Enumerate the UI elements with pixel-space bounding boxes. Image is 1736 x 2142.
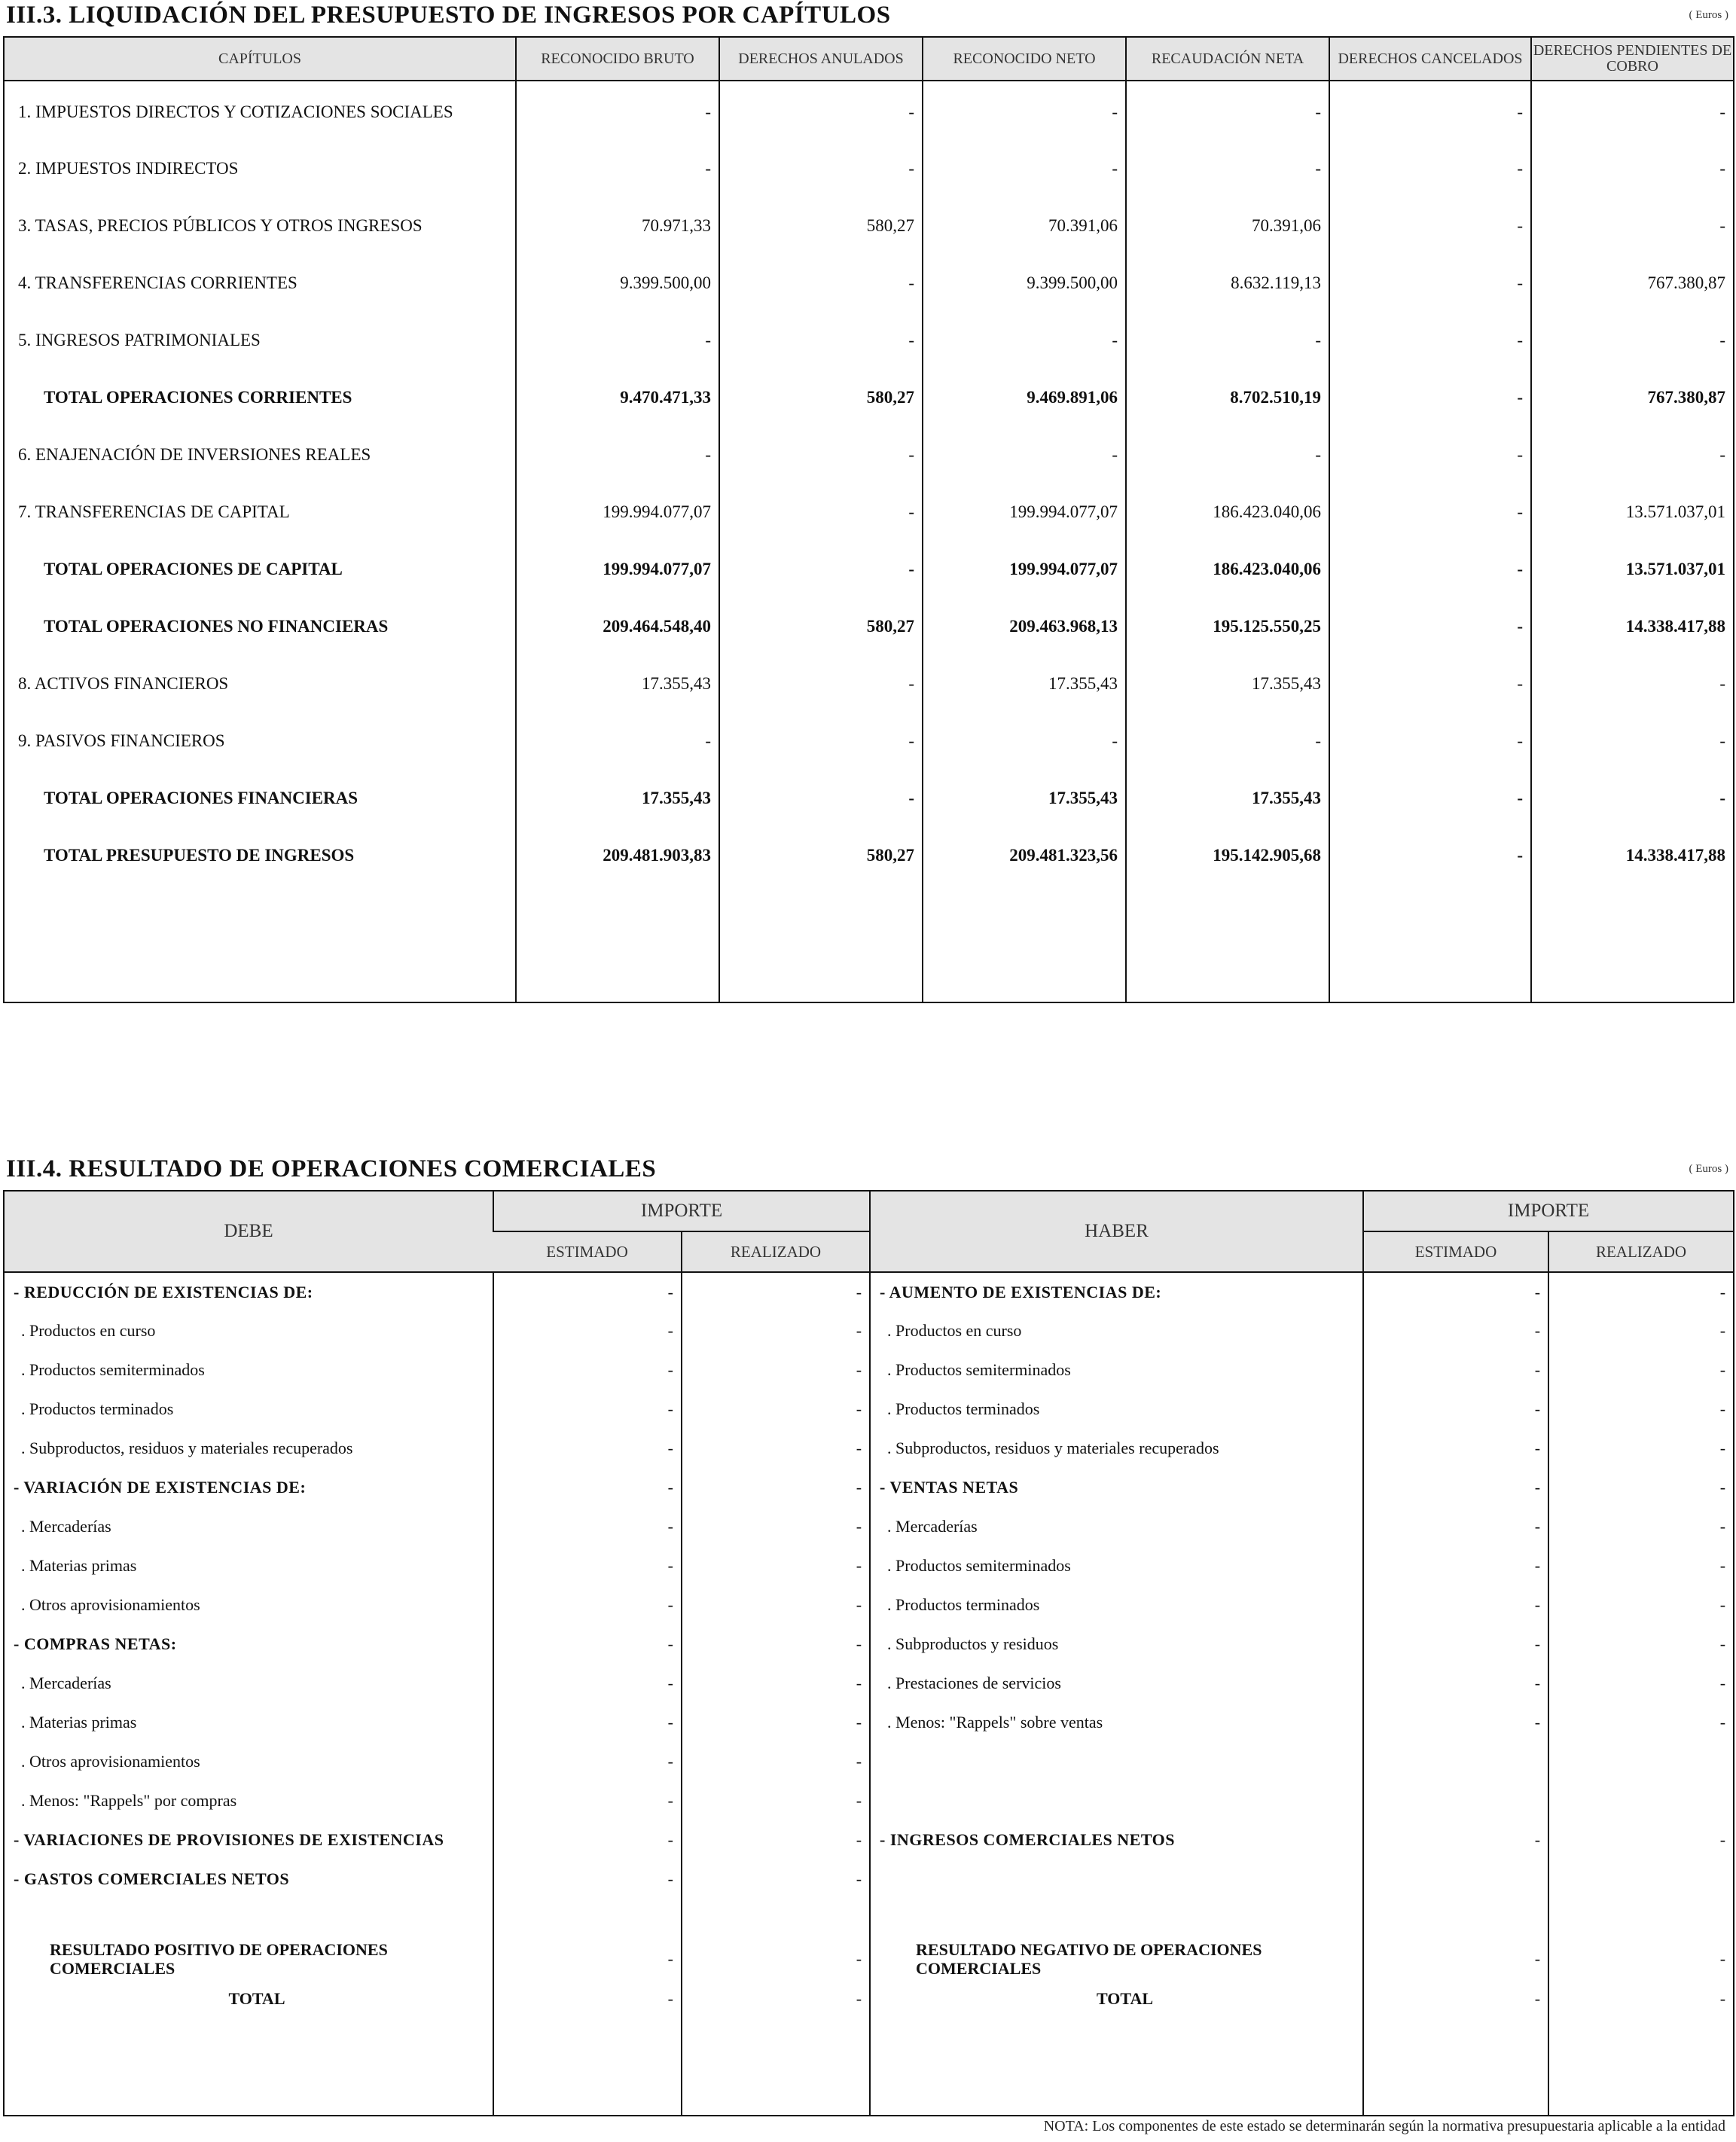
empty-cell <box>682 2019 870 2116</box>
column-header: RECAUDACIÓN NETA <box>1126 37 1329 81</box>
debe-realizado: - <box>682 1820 870 1860</box>
haber-realizado <box>1548 1742 1734 1781</box>
haber-header: HABER <box>870 1191 1363 1272</box>
table-row <box>4 1350 1734 1390</box>
cell-value: - <box>516 710 719 767</box>
debe-realizado: - <box>682 1311 870 1350</box>
table-row <box>4 1390 1734 1429</box>
table-row <box>4 252 1734 310</box>
table-row <box>4 539 1734 596</box>
cell-value: 580,27 <box>719 825 923 882</box>
cell-value: 17.355,43 <box>923 767 1126 825</box>
cell-value: 70.391,06 <box>923 195 1126 252</box>
haber-label: . Productos terminados <box>870 1390 1363 1429</box>
total-row <box>4 1989 1734 2019</box>
cell-value: - <box>719 81 923 138</box>
capitulo-label: 5. INGRESOS PATRIMONIALES <box>18 331 261 349</box>
haber-label: . Productos semiterminados <box>870 1350 1363 1390</box>
empty-cell <box>516 882 719 1002</box>
debe-estimado: - <box>493 1507 682 1546</box>
cell-value: - <box>1531 710 1734 767</box>
table-row <box>4 710 1734 767</box>
haber-estimado <box>1363 1860 1548 1899</box>
debe-header: DEBE <box>4 1191 493 1272</box>
capitulo-label: 6. ENAJENACIÓN DE INVERSIONES REALES <box>18 445 371 464</box>
haber-realizado: - <box>1548 1311 1734 1350</box>
empty-cell <box>1329 882 1531 1002</box>
total-haber-realizado: - <box>1548 1989 1734 2019</box>
debe-label: . Materias primas <box>21 1713 137 1732</box>
capitulo-label: TOTAL PRESUPUESTO DE INGRESOS <box>44 846 355 865</box>
debe-estimado: - <box>493 1625 682 1664</box>
cell-value: - <box>719 138 923 195</box>
table-row <box>4 767 1734 825</box>
cell-value: - <box>719 767 923 825</box>
cell-value: 9.399.500,00 <box>923 252 1126 310</box>
haber-estimado: - <box>1363 1468 1548 1507</box>
debe-estimado: - <box>493 1390 682 1429</box>
cell-value: - <box>1329 367 1531 424</box>
header-row <box>4 1191 1734 1231</box>
haber-estimado: - <box>1363 1585 1548 1625</box>
debe-realizado: - <box>682 1507 870 1546</box>
debe-estimado: - <box>493 1820 682 1860</box>
haber-label <box>870 1742 1363 1781</box>
cell-value: 70.391,06 <box>1126 195 1329 252</box>
debe-label: - GASTOS COMERCIALES NETOS <box>14 1869 290 1888</box>
cell-value: - <box>1126 710 1329 767</box>
debe-realizado: - <box>682 1742 870 1781</box>
cell-value: - <box>1329 195 1531 252</box>
column-header: RECONOCIDO NETO <box>923 37 1126 81</box>
table-row <box>4 1272 1734 1311</box>
cell-value: - <box>1329 310 1531 367</box>
importe-header: IMPORTE <box>1363 1191 1734 1231</box>
table-row <box>4 1507 1734 1546</box>
cell-value: 13.571.037,01 <box>1531 539 1734 596</box>
debe-label: . Mercaderías <box>21 1674 111 1692</box>
cell-value: - <box>923 310 1126 367</box>
cell-value: 209.463.968,13 <box>923 596 1126 653</box>
cell-value: - <box>516 310 719 367</box>
cell-value: - <box>1126 138 1329 195</box>
debe-realizado: - <box>682 1703 870 1742</box>
cell-value: - <box>1531 653 1734 710</box>
cell-value: - <box>516 424 719 481</box>
cell-value: - <box>719 481 923 539</box>
cell-value: - <box>516 138 719 195</box>
footnote: NOTA: Los componentes de este estado se determinarán según la normativa presupuestaria aplicable a la entidad <box>1043 2118 1725 2134</box>
cell-value: - <box>719 539 923 596</box>
empty-cell <box>1363 2019 1548 2116</box>
cell-value: 17.355,43 <box>1126 653 1329 710</box>
table-row <box>4 1625 1734 1664</box>
table-row <box>4 138 1734 195</box>
empty-cell <box>493 2019 682 2116</box>
empty-cell <box>870 1899 1363 1929</box>
cell-value: - <box>719 310 923 367</box>
cell-value: 199.994.077,07 <box>923 481 1126 539</box>
debe-label: - COMPRAS NETAS: <box>14 1634 177 1653</box>
cell-value: - <box>923 710 1126 767</box>
capitulo-label: TOTAL OPERACIONES NO FINANCIERAS <box>44 617 389 636</box>
cell-value: - <box>1329 138 1531 195</box>
cell-value: 17.355,43 <box>516 653 719 710</box>
cell-value: - <box>1329 825 1531 882</box>
cell-value: 195.142.905,68 <box>1126 825 1329 882</box>
debe-label: - VARIACIÓN DE EXISTENCIAS DE: <box>14 1478 307 1497</box>
cell-value: 9.469.891,06 <box>923 367 1126 424</box>
debe-estimado: - <box>493 1272 682 1311</box>
empty-cell <box>870 2019 1363 2116</box>
cell-value: - <box>1531 195 1734 252</box>
column-header: DERECHOS PENDIENTES DE COBRO <box>1531 37 1734 81</box>
cell-value: - <box>1126 424 1329 481</box>
column-header: CAPÍTULOS <box>4 37 516 81</box>
estimado-header: ESTIMADO <box>493 1231 682 1272</box>
table-row <box>4 1664 1734 1703</box>
haber-label: . Productos en curso <box>870 1311 1363 1350</box>
debe-label: . Materias primas <box>21 1556 137 1575</box>
cell-value: 209.481.903,83 <box>516 825 719 882</box>
debe-realizado: - <box>682 1272 870 1311</box>
cell-value: 14.338.417,88 <box>1531 596 1734 653</box>
cell-value: 9.399.500,00 <box>516 252 719 310</box>
haber-label: . Productos terminados <box>870 1585 1363 1625</box>
table-row <box>4 367 1734 424</box>
cell-value: - <box>1329 424 1531 481</box>
resultado-negativo-realizado: - <box>1548 1929 1734 1989</box>
haber-estimado <box>1363 1781 1548 1820</box>
haber-realizado: - <box>1548 1625 1734 1664</box>
haber-estimado: - <box>1363 1546 1548 1585</box>
capitulo-label: TOTAL OPERACIONES DE CAPITAL <box>44 560 343 578</box>
empty-cell <box>1531 882 1734 1002</box>
haber-estimado: - <box>1363 1664 1548 1703</box>
empty-row <box>4 2019 1734 2116</box>
cell-value: 8.702.510,19 <box>1126 367 1329 424</box>
empty-cell <box>493 1899 682 1929</box>
empty-cell <box>1548 1899 1734 1929</box>
capitulo-label: 8. ACTIVOS FINANCIEROS <box>18 674 229 693</box>
cell-value: 9.470.471,33 <box>516 367 719 424</box>
empty-cell <box>923 882 1126 1002</box>
resultado-positivo-estimado: - <box>493 1929 682 1989</box>
capitulo-label: 7. TRANSFERENCIAS DE CAPITAL <box>18 502 290 521</box>
debe-estimado: - <box>493 1781 682 1820</box>
table-row <box>4 1468 1734 1507</box>
debe-realizado: - <box>682 1390 870 1429</box>
cell-value: 8.632.119,13 <box>1126 252 1329 310</box>
cell-value: 17.355,43 <box>516 767 719 825</box>
haber-estimado <box>1363 1742 1548 1781</box>
haber-estimado: - <box>1363 1311 1548 1350</box>
capitulo-label: TOTAL OPERACIONES CORRIENTES <box>44 388 352 407</box>
cell-value: - <box>1126 310 1329 367</box>
debe-estimado: - <box>493 1585 682 1625</box>
cell-value: - <box>1531 767 1734 825</box>
haber-realizado <box>1548 1781 1734 1820</box>
debe-label: . Otros aprovisionamientos <box>21 1595 200 1614</box>
cell-value: - <box>1531 424 1734 481</box>
realizado-header: REALIZADO <box>682 1231 870 1272</box>
cell-value: - <box>1329 596 1531 653</box>
cell-value: 199.994.077,07 <box>923 539 1126 596</box>
resultado-negativo-label: RESULTADO NEGATIVO DE OPERACIONES COMERCIALES <box>870 1929 1363 1989</box>
haber-estimado: - <box>1363 1429 1548 1468</box>
debe-estimado: - <box>493 1468 682 1507</box>
header-row <box>4 37 1734 81</box>
haber-label: - VENTAS NETAS <box>870 1468 1363 1507</box>
cell-value: 70.971,33 <box>516 195 719 252</box>
haber-estimado: - <box>1363 1390 1548 1429</box>
section-title-resultado: III.4. RESULTADO DE OPERACIONES COMERCIALES <box>6 1155 657 1182</box>
empty-cell <box>4 2019 493 2116</box>
table-row <box>4 1703 1734 1742</box>
debe-estimado: - <box>493 1350 682 1390</box>
empty-cell <box>682 1899 870 1929</box>
section-title-liquidacion: III.3. LIQUIDACIÓN DEL PRESUPUESTO DE INGRESOS POR CAPÍTULOS <box>6 2 891 29</box>
importe-header: IMPORTE <box>493 1191 870 1231</box>
resultado-positivo-realizado: - <box>682 1929 870 1989</box>
cell-value: - <box>719 252 923 310</box>
table-row <box>4 1742 1734 1781</box>
cell-value: 17.355,43 <box>923 653 1126 710</box>
debe-realizado: - <box>682 1546 870 1585</box>
resultado-negativo-estimado: - <box>1363 1929 1548 1989</box>
capitulo-label: 4. TRANSFERENCIAS CORRIENTES <box>18 273 297 292</box>
capitulo-label: 3. TASAS, PRECIOS PÚBLICOS Y OTROS INGRESOS <box>18 216 423 235</box>
haber-label: . Subproductos, residuos y materiales recuperados <box>870 1429 1363 1468</box>
cell-value: 767.380,87 <box>1531 367 1734 424</box>
debe-realizado: - <box>682 1781 870 1820</box>
cell-value: 580,27 <box>719 596 923 653</box>
debe-estimado: - <box>493 1860 682 1899</box>
unit-label: ( Euros ) <box>1689 1163 1728 1175</box>
table-row <box>4 1585 1734 1625</box>
empty-cell <box>1548 2019 1734 2116</box>
empty-row <box>4 1899 1734 1929</box>
haber-label <box>870 1781 1363 1820</box>
total-haber-label: TOTAL <box>870 1989 1363 2019</box>
table-row <box>4 195 1734 252</box>
haber-label: . Mercaderías <box>870 1507 1363 1546</box>
haber-estimado: - <box>1363 1507 1548 1546</box>
haber-label: - INGRESOS COMERCIALES NETOS <box>870 1820 1363 1860</box>
debe-estimado: - <box>493 1664 682 1703</box>
haber-realizado: - <box>1548 1664 1734 1703</box>
haber-label <box>870 1860 1363 1899</box>
empty-cell <box>4 882 516 1002</box>
table-row <box>4 1820 1734 1860</box>
realizado-header: REALIZADO <box>1548 1231 1734 1272</box>
cell-value: 14.338.417,88 <box>1531 825 1734 882</box>
table-row <box>4 1546 1734 1585</box>
resultado-positivo-label: RESULTADO POSITIVO DE OPERACIONES COMERCIALES <box>50 1940 388 1978</box>
haber-label: . Menos: "Rappels" sobre ventas <box>870 1703 1363 1742</box>
cell-value: 17.355,43 <box>1126 767 1329 825</box>
capitulo-label: TOTAL OPERACIONES FINANCIERAS <box>44 789 358 807</box>
haber-realizado: - <box>1548 1546 1734 1585</box>
cell-value: - <box>1531 310 1734 367</box>
debe-estimado: - <box>493 1742 682 1781</box>
haber-realizado <box>1548 1860 1734 1899</box>
haber-realizado: - <box>1548 1272 1734 1311</box>
cell-value: - <box>1531 81 1734 138</box>
haber-estimado: - <box>1363 1625 1548 1664</box>
cell-value: 13.571.037,01 <box>1531 481 1734 539</box>
total-debe-realizado: - <box>682 1989 870 2019</box>
debe-realizado: - <box>682 1625 870 1664</box>
cell-value: - <box>923 81 1126 138</box>
haber-estimado: - <box>1363 1272 1548 1311</box>
table-row <box>4 596 1734 653</box>
haber-realizado: - <box>1548 1350 1734 1390</box>
haber-label: - AUMENTO DE EXISTENCIAS DE: <box>870 1272 1363 1311</box>
column-header: DERECHOS CANCELADOS <box>1329 37 1531 81</box>
empty-row <box>4 882 1734 1002</box>
haber-label: . Productos semiterminados <box>870 1546 1363 1585</box>
debe-realizado: - <box>682 1664 870 1703</box>
resultado-row <box>4 1929 1734 1989</box>
cell-value: 186.423.040,06 <box>1126 481 1329 539</box>
haber-realizado: - <box>1548 1820 1734 1860</box>
debe-estimado: - <box>493 1546 682 1585</box>
debe-estimado: - <box>493 1429 682 1468</box>
cell-value: - <box>1329 710 1531 767</box>
debe-label: . Otros aprovisionamientos <box>21 1752 200 1771</box>
empty-cell <box>4 1899 493 1929</box>
cell-value: - <box>719 653 923 710</box>
cell-value: - <box>1329 252 1531 310</box>
empty-cell <box>1363 1899 1548 1929</box>
haber-estimado: - <box>1363 1703 1548 1742</box>
column-header: RECONOCIDO BRUTO <box>516 37 719 81</box>
table-row <box>4 424 1734 481</box>
debe-realizado: - <box>682 1429 870 1468</box>
table-row <box>4 1429 1734 1468</box>
cell-value: - <box>1329 81 1531 138</box>
cell-value: - <box>923 138 1126 195</box>
table-row <box>4 1311 1734 1350</box>
debe-realizado: - <box>682 1468 870 1507</box>
total-debe-label: TOTAL <box>228 1989 285 2008</box>
debe-realizado: - <box>682 1350 870 1390</box>
debe-label: - REDUCCIÓN DE EXISTENCIAS DE: <box>14 1282 313 1301</box>
total-haber-estimado: - <box>1363 1989 1548 2019</box>
table-row <box>4 1860 1734 1899</box>
table-row <box>4 81 1734 138</box>
debe-estimado: - <box>493 1311 682 1350</box>
debe-label: . Productos terminados <box>21 1399 174 1418</box>
haber-label: . Prestaciones de servicios <box>870 1664 1363 1703</box>
capitulo-label: 1. IMPUESTOS DIRECTOS Y COTIZACIONES SOCIALES <box>18 102 453 121</box>
cell-value: 580,27 <box>719 195 923 252</box>
debe-label: . Productos en curso <box>21 1321 156 1340</box>
debe-label: - VARIACIONES DE PROVISIONES DE EXISTENCIAS <box>14 1830 444 1849</box>
cell-value: - <box>1329 539 1531 596</box>
debe-estimado: - <box>493 1703 682 1742</box>
capitulo-label: 2. IMPUESTOS INDIRECTOS <box>18 159 239 178</box>
haber-realizado: - <box>1548 1703 1734 1742</box>
cell-value: - <box>1329 481 1531 539</box>
debe-label: . Menos: "Rappels" por compras <box>21 1791 237 1810</box>
unit-label: ( Euros ) <box>1689 9 1728 21</box>
table-row <box>4 825 1734 882</box>
cell-value: - <box>1329 767 1531 825</box>
cell-value: - <box>516 81 719 138</box>
resultado-table <box>3 1190 1734 2116</box>
cell-value: - <box>1126 81 1329 138</box>
column-header: DERECHOS ANULADOS <box>719 37 923 81</box>
cell-value: - <box>719 710 923 767</box>
cell-value: - <box>1531 138 1734 195</box>
debe-realizado: - <box>682 1585 870 1625</box>
cell-value: 209.481.323,56 <box>923 825 1126 882</box>
haber-realizado: - <box>1548 1585 1734 1625</box>
haber-realizado: - <box>1548 1507 1734 1546</box>
cell-value: - <box>923 424 1126 481</box>
debe-label: . Mercaderías <box>21 1517 111 1536</box>
cell-value: 199.994.077,07 <box>516 481 719 539</box>
cell-value: 580,27 <box>719 367 923 424</box>
debe-label: . Productos semiterminados <box>21 1360 205 1379</box>
haber-realizado: - <box>1548 1468 1734 1507</box>
table-row <box>4 653 1734 710</box>
empty-cell <box>1126 882 1329 1002</box>
cell-value: - <box>719 424 923 481</box>
haber-realizado: - <box>1548 1429 1734 1468</box>
cell-value: 199.994.077,07 <box>516 539 719 596</box>
cell-value: 195.125.550,25 <box>1126 596 1329 653</box>
total-debe-estimado: - <box>493 1989 682 2019</box>
estimado-header: ESTIMADO <box>1363 1231 1548 1272</box>
empty-cell <box>719 882 923 1002</box>
table-row <box>4 310 1734 367</box>
liquidacion-table <box>3 36 1734 1003</box>
haber-estimado: - <box>1363 1350 1548 1390</box>
capitulo-label: 9. PASIVOS FINANCIEROS <box>18 731 225 750</box>
cell-value: 186.423.040,06 <box>1126 539 1329 596</box>
cell-value: 209.464.548,40 <box>516 596 719 653</box>
debe-realizado: - <box>682 1860 870 1899</box>
debe-label: . Subproductos, residuos y materiales recuperados <box>21 1439 353 1457</box>
table-row <box>4 481 1734 539</box>
cell-value: - <box>1329 653 1531 710</box>
haber-estimado: - <box>1363 1820 1548 1860</box>
haber-label: . Subproductos y residuos <box>870 1625 1363 1664</box>
cell-value: 767.380,87 <box>1531 252 1734 310</box>
haber-realizado: - <box>1548 1390 1734 1429</box>
table-row <box>4 1781 1734 1820</box>
